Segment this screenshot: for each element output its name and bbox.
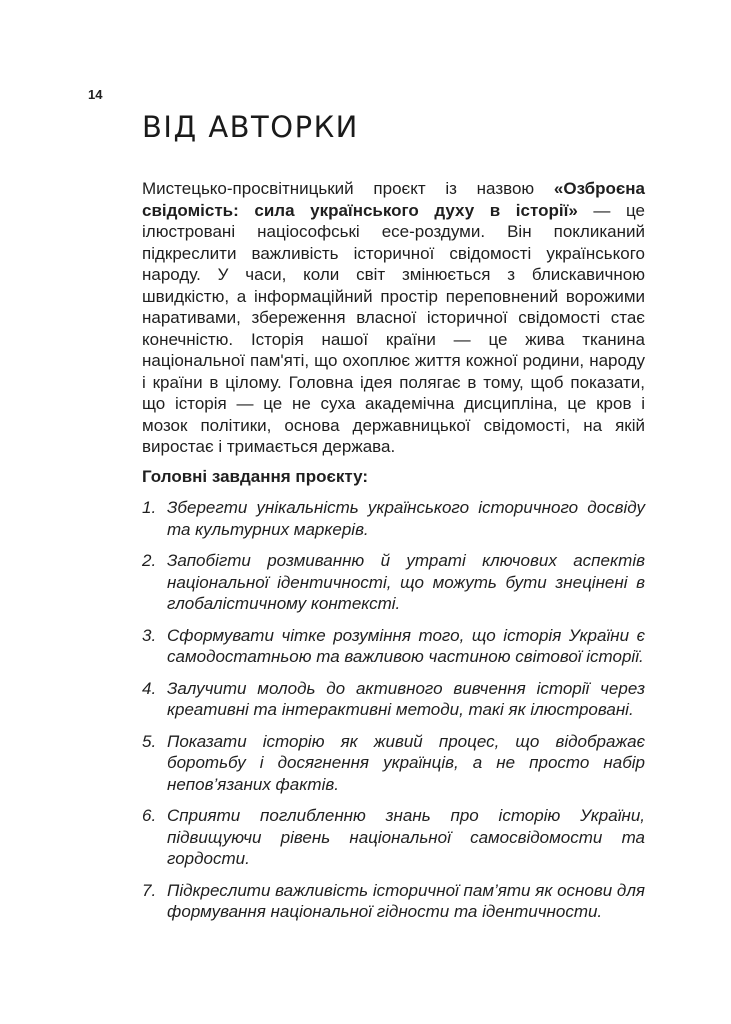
task-item [142, 550, 645, 615]
task-text: Підкреслити важливість історичної пам’яти як основи для формування національної гідности та ідентичности. [167, 880, 645, 921]
tasks-heading: Головні завдання проєкту: [142, 466, 369, 486]
task-item [142, 497, 645, 540]
task-text: Сприяти поглибленню знань про історію України, підвищуючи рівень національної самосвідомости та гордости. [167, 806, 645, 868]
task-text: Зберегти унікальність українського історичного досвіду та культурних маркерів. [167, 498, 645, 539]
page-title: ВІД АВТОРКИ [142, 110, 359, 144]
task-item [142, 625, 645, 668]
task-number: 5. [142, 731, 157, 751]
intro-lead: Мистецько-просвітницький проєкт із назвою [142, 179, 554, 198]
task-number: 7. [142, 880, 157, 900]
task-number: 4. [142, 678, 157, 698]
task-number: 3. [142, 625, 157, 645]
task-text: Сформувати чітке розуміння того, що історія України є самодостатньою та важливою частиною світової історії. [167, 625, 645, 666]
task-text: Залучити молодь до активного вивчення історії через креативні та інтерактивні методи, такі як ілюстровані. [167, 678, 645, 719]
page-number: 14 [88, 87, 103, 102]
project-name: «Озброєна свідомість: сила українського духу в історії» [142, 179, 645, 220]
task-item [142, 805, 645, 870]
intro-body: — це ілюстровані націософські есе-роздуми. Він покликаний підкреслити важливість історичної свідомості українського народу. У часи, коли світ змінюється з блискавичною швидкістю, а інформаційний простір переповнений ворожими наративами, збереження власної історичної свідомості стає конечністю. Історія нашої країни — це жива тканина національної пам'яті, що охоплює життя кожної родини, народу і країни в цілому. Головна ідея полягає в тому, щоб показати, що історія — це не суха академічна дисципліна, це кров і мозок політики, основа державницької свідомості, на якій виростає і тримається держава. [142, 200, 646, 456]
task-item [142, 880, 645, 923]
task-number: 2. [142, 551, 157, 570]
task-number: 1. [142, 498, 157, 517]
intro-paragraph [142, 178, 645, 458]
task-text: Запобігти розмиванню й утраті ключових аспектів національної ідентичності, що можуть бути знецінені в глобалістичному контексті. [167, 551, 645, 613]
task-item [142, 731, 645, 796]
task-text: Показати історію як живий процес, що відображає боротьбу і досягнення українців, а не просто набір непов’язаних фактів. [167, 731, 645, 794]
task-item [142, 678, 645, 721]
task-number: 6. [142, 806, 157, 825]
main-content [142, 178, 645, 933]
task-list [142, 497, 645, 923]
